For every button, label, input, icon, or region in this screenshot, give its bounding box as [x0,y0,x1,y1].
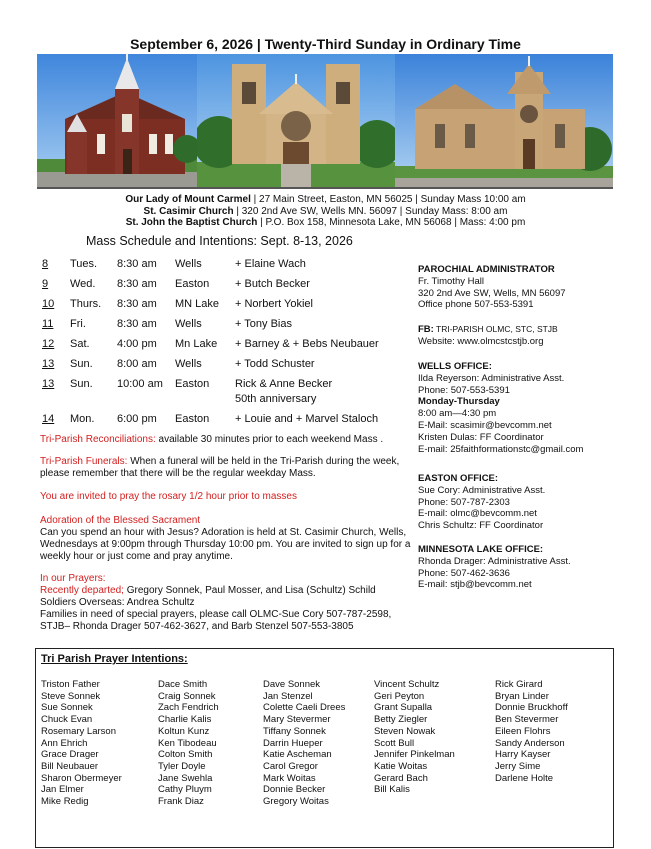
schedule-day: 8 [42,258,49,270]
parish-name: Our Lady of Mount Carmel [125,194,251,205]
contact-line: 8:00 am—4:30 pm [418,408,497,420]
prayer-name: Chuck Evan [41,714,93,726]
prayer-name: Harry Kayser [495,749,551,761]
contact-line: Ilda Reyerson: Administrative Asst. [418,372,565,384]
schedule-location: MN Lake [175,298,220,310]
prayer-name: Triston Father [41,679,100,690]
mnlake-office-heading: MINNESOTA LAKE OFFICE: [418,544,544,555]
rosary-note: You are invited to pray the rosary 1/2 hour prior to masses [40,491,297,502]
schedule-location: Easton [175,278,210,290]
parish-line [0,194,651,206]
prayer-name: Grace Drager [41,749,99,761]
prayer-name: Jane Swehla [158,772,213,784]
prayer-names-column [374,679,455,796]
email-link[interactable]: E-mail: olmc@bevcomm.net [418,508,537,520]
prayer-name: Jerry Sime [495,760,541,772]
schedule-time: 8:30 am [117,318,157,330]
prayer-name: Steven Nowak [374,725,436,737]
office-hours-heading: Monday-Thursday [418,396,500,408]
schedule-day: 14 [42,413,55,425]
prayer-name: Vincent Schultz [374,679,440,690]
prayer-name: Charlie Kalis [158,714,212,726]
departed-label: Recently departed; [40,585,124,596]
departed-note [40,585,420,597]
schedule-time: 8:00 am [117,358,157,370]
facebook-text: TRI-PARISH OLMC, STC, STJB [433,324,558,334]
prayer-name: Craig Sonnek [158,690,216,702]
page-title: September 6, 2026 | Twenty-Third Sunday in Ordinary Time [130,36,521,52]
prayer-name: Dace Smith [158,679,208,690]
contact-line: Phone: 507-462-3636 [418,567,510,579]
schedule-location: Easton [175,378,210,390]
prayer-name: Cathy Pluym [158,784,212,796]
contact-line: Kristen Dulas: FF Coordinator [418,431,544,443]
prayer-name: Gregory Woitas [263,796,329,808]
schedule-time: 6:00 pm [117,413,157,425]
facebook-line [418,324,643,336]
schedule-location: Wells [175,258,202,270]
schedule-weekday: Wed. [70,278,96,290]
prayer-name: Colton Smith [158,749,213,761]
contact-line: Rhonda Drager: Administrative Asst. [418,555,571,567]
prayer-name: Scott Bull [374,737,415,749]
schedule-intention: + Norbert Yokiel [235,298,313,310]
prayer-names-column [495,679,568,784]
schedule-time: 8:30 am [117,298,157,310]
prayer-name: Dave Sonnek [263,679,321,690]
reconciliations-label: Tri-Parish Reconciliations: [40,434,156,445]
prayer-names-column [263,679,345,808]
prayer-name: Rick Girard [495,679,543,690]
funerals-label: Tri-Parish Funerals: [40,456,128,467]
prayer-intentions-box [35,648,614,848]
funerals-note [40,456,420,480]
email-link[interactable]: E-mail: stjb@bevcomm.net [418,579,532,591]
schedule-intention: + Tony Bias [235,318,292,330]
schedule-intention: + Todd Schuster [235,358,315,370]
contact-line: Office phone 507-553-5391 [418,299,534,311]
parish-details: | P.O. Box 158, Minnesota Lake, MN 56068 | Mass: 4:00 pm [257,217,526,228]
prayer-name: Darrin Hueper [263,737,323,749]
schedule-location: Wells [175,318,202,330]
prayer-name: Katie Woitas [374,760,428,772]
contact-line: Fr. Timothy Hall [418,275,484,287]
contact-line: Sue Cory: Administrative Asst. [418,484,546,496]
wells-office-heading: WELLS OFFICE: [418,361,492,372]
prayers-heading: In our Prayers: [40,573,106,584]
schedule-day: 13 [42,378,55,390]
prayer-name: Carol Gregor [263,760,318,772]
schedule-intention: + Louie and + Marvel Staloch [235,413,379,425]
prayer-name: Katie Ascheman [263,749,332,761]
schedule-intention: Rick & Anne Becker [235,378,333,390]
prayer-name: Colette Caeli Drees [263,702,346,714]
prayer-name: Zach Fendrich [158,702,219,714]
prayer-name: Tyler Doyle [158,760,206,772]
schedule-day: 9 [42,278,49,290]
prayer-name: Ken Tibodeau [158,737,217,749]
prayer-name: Bryan Linder [495,690,549,702]
special-prayers-note: Families in need of special prayers, please call OLMC-Sue Cory 507-787-2598, STJB– Rhonda Drager 507-462-3627, and Barb Stenzel 507-553-3805 [40,609,392,632]
facebook-block [418,324,643,348]
prayer-name: Gerard Bach [374,772,428,784]
parish-address-list [0,194,651,229]
administrator-heading: PAROCHIAL ADMINISTRATOR [418,264,555,275]
prayer-names-column [158,679,219,808]
prayer-name: Geri Peyton [374,690,425,702]
prayer-name: Eileen Flohrs [495,725,551,737]
prayer-name: Jan Elmer [41,784,84,796]
church-photo-st-john [395,54,613,187]
prayer-name: Donnie Bruckhoff [495,702,568,714]
mnlake-office-block [418,544,643,591]
schedule-intention: + Butch Becker [235,278,310,290]
prayer-name: Darlene Holte [495,772,554,784]
schedule-title: Mass Schedule and Intentions: Sept. 8-13, 2026 [86,234,353,248]
departed-text: Gregory Sonnek, Paul Mosser, and Lisa (Schultz) Schild [123,585,376,596]
parish-name: St. John the Baptist Church [125,217,258,228]
prayer-name: Mark Woitas [263,772,316,784]
schedule-intention: + Elaine Wach [235,258,306,270]
schedule-location: Wells [175,358,202,370]
prayer-name: Grant Supalla [374,702,433,714]
contact-line: 320 2nd Ave SW, Wells, MN 56097 [418,287,566,299]
website-link[interactable]: Website: www.olmcstcstjb.org [418,335,544,347]
parish-name: St. Casimir Church [143,205,234,217]
prayer-intentions-title: Tri Parish Prayer Intentions: [41,653,188,665]
schedule-day: 13 [42,358,55,370]
parish-line [0,206,651,218]
email-link[interactable]: E-Mail: scasimir@bevcomm.net [418,419,552,431]
church-photo-st-casimir [197,54,395,187]
prayer-name: Sandy Anderson [495,737,565,749]
soldiers-note: Soldiers Overseas: Andrea Schultz [40,597,195,608]
schedule-weekday: Mon. [70,413,95,425]
schedule-location: Mn Lake [175,338,218,350]
prayer-name: Sharon Obermeyer [41,772,122,784]
wells-office-block [418,361,643,455]
schedule-weekday: Sun. [70,378,93,390]
schedule-weekday: Sat. [70,338,90,350]
prayer-name: Sue Sonnek [41,702,93,714]
schedule-time: 8:30 am [117,258,157,270]
schedule-weekday: Tues. [70,258,98,270]
prayer-name: Betty Ziegler [374,714,428,726]
schedule-weekday: Fri. [70,318,86,330]
reconciliations-text: available 30 minutes prior to each weekend Mass . [155,434,384,445]
prayer-name: Tiffany Sonnek [263,725,326,737]
contact-line: Chris Schultz: FF Coordinator [418,520,544,532]
schedule-time: 10:00 am [117,378,163,390]
church-photos-banner [37,54,613,189]
contact-line: Phone: 507-553-5391 [418,384,510,396]
prayer-name: Jan Stenzel [263,690,313,702]
contact-line: Phone: 507-787-2303 [418,496,510,508]
prayer-names-column [41,679,122,808]
easton-office-block [418,473,643,532]
prayer-name: Rosemary Larson [41,725,116,737]
parish-details: | 27 Main Street, Easton, MN 56025 | Sunday Mass 10:00 am [250,194,526,205]
parish-details: | 320 2nd Ave SW, Wells MN. 56097 | Sunday Mass: 8:00 am [233,205,508,217]
prayer-name: Frank Diaz [158,796,204,808]
funerals-text: When a funeral will be held in the Tri-Parish during the week, please remember that there will be the regular weekday Mass. [40,456,400,479]
prayer-name: Mary Stevermer [263,714,331,726]
schedule-location: Easton [175,413,210,425]
prayer-name: Bill Kalis [374,784,410,796]
schedule-day: 10 [42,298,55,310]
reconciliations-note [40,434,420,446]
prayer-name: Bill Neubauer [41,760,99,772]
prayer-name: Steve Sonnek [41,690,101,702]
prayer-name: Ben Stevermer [495,714,559,726]
facebook-label: FB: [418,324,434,335]
prayer-name: Donnie Becker [263,784,326,796]
schedule-day: 12 [42,338,55,350]
schedule-weekday: Sun. [70,358,93,370]
prayer-name: Mike Redig [41,796,89,808]
prayer-name: Jennifer Pinkelman [374,749,455,761]
easton-office-heading: EASTON OFFICE: [418,473,499,484]
administrator-block [418,264,643,311]
schedule-time: 4:00 pm [117,338,157,350]
prayer-name: Koltun Kunz [158,725,210,737]
schedule-day: 11 [42,318,54,330]
schedule-intention-note: 50th anniversary [235,393,317,405]
adoration-title: Adoration of the Blessed Sacrament [40,515,201,526]
parish-line [0,217,651,229]
prayer-name: Ann Ehrich [41,737,88,749]
schedule-weekday: Thurs. [70,298,102,310]
adoration-text: Can you spend an hour with Jesus? Adoration is held at St. Casimir Church, Wells, Wednesdays at 9:00pm through Thursday 10:00 pm. You are invited to sign up for a weekly hour or just come and pray anytime. [40,527,411,562]
schedule-intention: + Barney & + Bebs Neubauer [235,338,379,350]
church-photo-olmc [37,54,197,187]
schedule-time: 8:30 am [117,278,157,290]
email-link[interactable]: E-mail: 25faithformationstc@gmail.com [418,443,584,455]
